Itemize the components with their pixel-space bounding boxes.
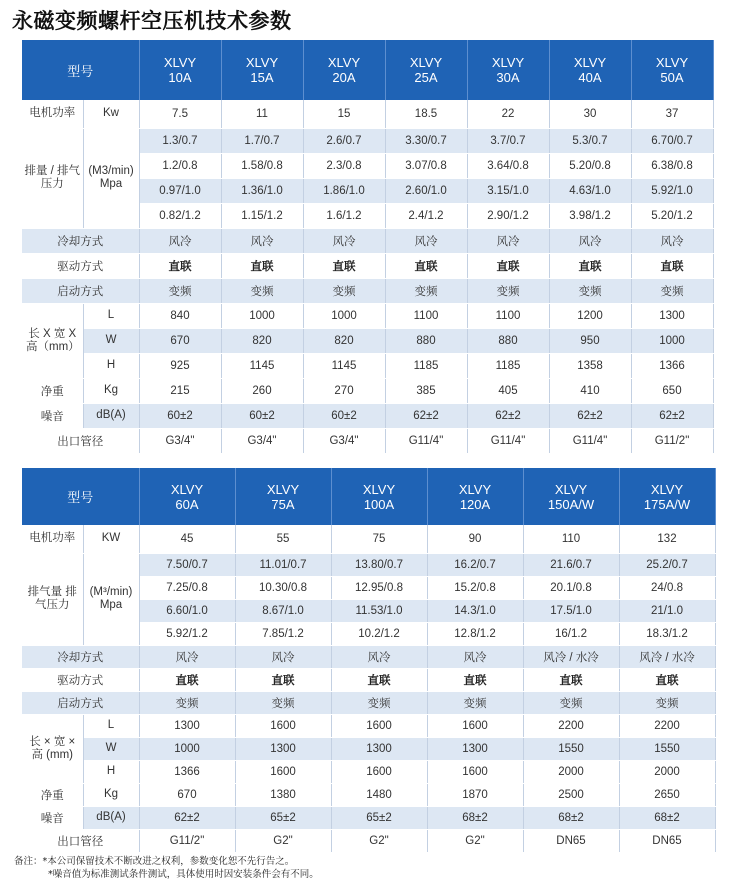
flow-value: 12.95/0.8 <box>331 576 427 599</box>
noise-label: 噪音 <box>22 806 83 829</box>
flow-value: 11.53/1.0 <box>331 599 427 622</box>
flow-value: 2.90/1.2 <box>467 203 549 228</box>
drive-value: 直联 <box>139 668 235 691</box>
model-code: 75A <box>271 496 295 512</box>
flow-value: 1.36/1.0 <box>221 178 303 203</box>
flow-value: 7.50/0.7 <box>139 553 235 576</box>
weight-row <box>22 378 713 403</box>
outlet-row <box>22 829 715 852</box>
dim-row <box>22 714 715 737</box>
model-code: 100A <box>363 496 395 512</box>
dim-row <box>22 328 713 353</box>
footnotes <box>14 855 319 881</box>
dim-row <box>22 303 713 328</box>
model-series: XLVY <box>362 481 396 497</box>
start-value: 变频 <box>221 278 303 303</box>
flow-value: 16.2/0.7 <box>427 553 523 576</box>
model-code: 30A <box>496 70 520 85</box>
flow-label: 排气量 排气压力 <box>22 553 83 645</box>
start-value: 变频 <box>139 691 235 714</box>
power-value: 15 <box>303 100 385 128</box>
dim-value: 820 <box>303 328 385 353</box>
dim-value: 840 <box>139 303 221 328</box>
weight-value: 2650 <box>619 783 715 806</box>
flow-row <box>22 553 715 576</box>
flow-row <box>22 128 713 153</box>
dim-value: 2200 <box>523 714 619 737</box>
model-code: 10A <box>168 70 192 85</box>
model-name <box>221 40 303 100</box>
flow-value: 6.38/0.8 <box>631 153 713 178</box>
flow-value: 1.15/1.2 <box>221 203 303 228</box>
start-value: 变频 <box>523 691 619 714</box>
start-value: 变频 <box>235 691 331 714</box>
drive-row <box>22 668 715 691</box>
flow-value: 1.6/1.2 <box>303 203 385 228</box>
drive-value: 直联 <box>523 668 619 691</box>
dim-row <box>22 760 715 783</box>
flow-value: 0.97/1.0 <box>139 178 221 203</box>
model-name <box>303 40 385 100</box>
drive-label: 驱动方式 <box>22 253 139 278</box>
drive-row <box>22 253 713 278</box>
start-row <box>22 278 713 303</box>
cooling-value: 风冷 <box>303 228 385 253</box>
outlet-label: 出口管径 <box>22 829 139 852</box>
drive-value: 直联 <box>427 668 523 691</box>
dim-value: 1000 <box>303 303 385 328</box>
dims-label: 长 X 宽 X 高（mm） <box>22 303 83 378</box>
flow-value: 2.6/0.7 <box>303 128 385 153</box>
dim-row <box>22 353 713 378</box>
flow-unit: (M3/min) Mpa <box>83 128 139 228</box>
dim-value: 1550 <box>523 737 619 760</box>
noise-value: 65±2 <box>331 806 427 829</box>
weight-value: 270 <box>303 378 385 403</box>
flow-value: 3.15/1.0 <box>467 178 549 203</box>
cooling-value: 风冷 / 水冷 <box>619 645 715 668</box>
dim-value: 1185 <box>385 353 467 378</box>
flow-value: 4.63/1.0 <box>549 178 631 203</box>
flow-value: 1.3/0.7 <box>139 128 221 153</box>
flow-value: 5.92/1.2 <box>139 622 235 645</box>
cooling-row <box>22 228 713 253</box>
footnote-2: *噪音值为标准测试条件测试，具体使用时因安装条件会有不同。 <box>48 869 319 880</box>
flow-value: 12.8/1.2 <box>427 622 523 645</box>
dim-unit: H <box>83 760 139 783</box>
outlet-value: DN65 <box>523 829 619 852</box>
noise-unit: dB(A) <box>83 806 139 829</box>
flow-value: 18.3/1.2 <box>619 622 715 645</box>
dim-row <box>22 737 715 760</box>
start-value: 变频 <box>619 691 715 714</box>
dim-value: 1200 <box>549 303 631 328</box>
drive-value: 直联 <box>385 253 467 278</box>
cooling-value: 风冷 <box>235 645 331 668</box>
flow-value: 2.3/0.8 <box>303 153 385 178</box>
dim-value: 1300 <box>139 714 235 737</box>
model-series: XLVY <box>170 481 204 497</box>
flow-value: 1.58/0.8 <box>221 153 303 178</box>
noise-label: 噪音 <box>22 403 83 428</box>
weight-value: 670 <box>139 783 235 806</box>
power-value: 110 <box>523 525 619 553</box>
flow-value: 1.7/0.7 <box>221 128 303 153</box>
noise-value: 68±2 <box>427 806 523 829</box>
power-value: 45 <box>139 525 235 553</box>
flow-value: 7.25/0.8 <box>139 576 235 599</box>
dim-value: 1358 <box>549 353 631 378</box>
drive-value: 直联 <box>549 253 631 278</box>
flow-value: 10.2/1.2 <box>331 622 427 645</box>
dim-value: 925 <box>139 353 221 378</box>
start-value: 变频 <box>303 278 385 303</box>
flow-value: 3.64/0.8 <box>467 153 549 178</box>
model-code: 150A/W <box>547 496 595 512</box>
drive-value: 直联 <box>331 668 427 691</box>
outlet-value: G11/4" <box>549 428 631 453</box>
drive-value: 直联 <box>303 253 385 278</box>
flow-value: 25.2/0.7 <box>619 553 715 576</box>
model-code: 120A <box>459 496 491 512</box>
flow-value: 1.86/1.0 <box>303 178 385 203</box>
flow-value: 1.2/0.8 <box>139 153 221 178</box>
start-row <box>22 691 715 714</box>
power-value: 7.5 <box>139 100 221 128</box>
power-value: 11 <box>221 100 303 128</box>
weight-value: 215 <box>139 378 221 403</box>
weight-value: 1380 <box>235 783 331 806</box>
weight-value: 1480 <box>331 783 427 806</box>
dim-value: 820 <box>221 328 303 353</box>
dim-value: 950 <box>549 328 631 353</box>
cooling-label: 冷却方式 <box>22 228 139 253</box>
model-name <box>235 468 331 525</box>
noise-value: 62±2 <box>549 403 631 428</box>
flow-value: 20.1/0.8 <box>523 576 619 599</box>
flow-value: 21/1.0 <box>619 599 715 622</box>
power-value: 90 <box>427 525 523 553</box>
flow-value: 13.80/0.7 <box>331 553 427 576</box>
dim-unit: H <box>83 353 139 378</box>
drive-value: 直联 <box>467 253 549 278</box>
model-header-row <box>22 40 713 100</box>
dim-value: 1366 <box>631 353 713 378</box>
flow-value: 2.60/1.0 <box>385 178 467 203</box>
weight-value: 405 <box>467 378 549 403</box>
outlet-value: G3/4" <box>303 428 385 453</box>
dim-value: 1300 <box>427 737 523 760</box>
model-name <box>549 40 631 100</box>
cooling-value: 风冷 <box>631 228 713 253</box>
power-value: 132 <box>619 525 715 553</box>
cooling-value: 风冷 <box>467 228 549 253</box>
weight-value: 1870 <box>427 783 523 806</box>
dim-value: 880 <box>467 328 549 353</box>
cooling-label: 冷却方式 <box>22 645 139 668</box>
noise-value: 62±2 <box>385 403 467 428</box>
page-title: 永磁变频螺杆空压机技术参数 <box>12 9 292 33</box>
weight-value: 385 <box>385 378 467 403</box>
drive-value: 直联 <box>235 668 331 691</box>
model-code: 15A <box>250 70 274 85</box>
model-name <box>139 40 221 100</box>
model-name <box>331 468 427 525</box>
spec-table-2 <box>22 468 716 853</box>
flow-value: 16/1.2 <box>523 622 619 645</box>
power-label: 电机功率 <box>22 100 83 128</box>
outlet-value: G2" <box>235 829 331 852</box>
model-code: 60A <box>175 496 199 512</box>
model-name <box>427 468 523 525</box>
start-label: 启动方式 <box>22 278 139 303</box>
outlet-value: G11/4" <box>467 428 549 453</box>
dim-value: 2000 <box>523 760 619 783</box>
outlet-row <box>22 428 713 453</box>
weight-value: 410 <box>549 378 631 403</box>
model-header-row <box>22 468 715 525</box>
start-value: 变频 <box>139 278 221 303</box>
model-name <box>619 468 715 525</box>
outlet-value: G11/4" <box>385 428 467 453</box>
dim-value: 1100 <box>385 303 467 328</box>
model-series: XLVY <box>266 481 300 497</box>
weight-value: 650 <box>631 378 713 403</box>
dim-value: 1600 <box>331 714 427 737</box>
dim-value: 2200 <box>619 714 715 737</box>
flow-label: 排量 / 排气压力 <box>22 128 83 228</box>
model-name <box>139 468 235 525</box>
cooling-value: 风冷 <box>139 228 221 253</box>
noise-value: 68±2 <box>523 806 619 829</box>
noise-value: 65±2 <box>235 806 331 829</box>
weight-unit: Kg <box>83 378 139 403</box>
dim-value: 1100 <box>467 303 549 328</box>
flow-value: 17.5/1.0 <box>523 599 619 622</box>
flow-value: 3.7/0.7 <box>467 128 549 153</box>
model-code: 175A/W <box>643 496 691 512</box>
flow-value: 2.4/1.2 <box>385 203 467 228</box>
start-value: 变频 <box>427 691 523 714</box>
power-row <box>22 100 713 128</box>
model-series: XLVY <box>573 55 607 70</box>
model-series: XLVY <box>655 55 689 70</box>
cooling-value: 风冷 <box>139 645 235 668</box>
noise-value: 68±2 <box>619 806 715 829</box>
power-value: 55 <box>235 525 331 553</box>
noise-value: 60±2 <box>139 403 221 428</box>
dim-value: 1300 <box>235 737 331 760</box>
dim-value: 1600 <box>427 760 523 783</box>
outlet-value: G2" <box>427 829 523 852</box>
flow-value: 24/0.8 <box>619 576 715 599</box>
dim-value: 1600 <box>235 714 331 737</box>
power-label: 电机功率 <box>22 525 83 553</box>
weight-label: 净重 <box>22 378 83 403</box>
power-value: 22 <box>467 100 549 128</box>
dim-value: 1185 <box>467 353 549 378</box>
flow-value: 5.20/1.2 <box>631 203 713 228</box>
drive-value: 直联 <box>619 668 715 691</box>
model-name <box>631 40 713 100</box>
cooling-value: 风冷 / 水冷 <box>523 645 619 668</box>
flow-value: 10.30/0.8 <box>235 576 331 599</box>
flow-value: 0.82/1.2 <box>139 203 221 228</box>
flow-value: 11.01/0.7 <box>235 553 331 576</box>
dim-value: 1550 <box>619 737 715 760</box>
dim-value: 1000 <box>221 303 303 328</box>
drive-value: 直联 <box>139 253 221 278</box>
cooling-value: 风冷 <box>331 645 427 668</box>
flow-value: 3.98/1.2 <box>549 203 631 228</box>
power-value: 18.5 <box>385 100 467 128</box>
weight-label: 净重 <box>22 783 83 806</box>
cooling-row <box>22 645 715 668</box>
outlet-value: G3/4" <box>139 428 221 453</box>
noise-row <box>22 403 713 428</box>
power-value: 37 <box>631 100 713 128</box>
model-name <box>385 40 467 100</box>
dims-label: 长 × 宽 × 高 (mm) <box>22 714 83 783</box>
cooling-value: 风冷 <box>385 228 467 253</box>
outlet-value: G3/4" <box>221 428 303 453</box>
flow-value: 3.07/0.8 <box>385 153 467 178</box>
dim-value: 1000 <box>631 328 713 353</box>
model-series: XLVY <box>163 55 197 70</box>
dim-value: 1300 <box>331 737 427 760</box>
power-value: 75 <box>331 525 427 553</box>
weight-unit: Kg <box>83 783 139 806</box>
model-series: XLVY <box>554 481 588 497</box>
drive-value: 直联 <box>221 253 303 278</box>
flow-value: 14.3/1.0 <box>427 599 523 622</box>
dim-value: 1300 <box>631 303 713 328</box>
model-label: 型号 <box>22 468 139 525</box>
model-code: 20A <box>332 70 356 85</box>
outlet-value: G11/2" <box>139 829 235 852</box>
start-value: 变频 <box>631 278 713 303</box>
weight-value: 2500 <box>523 783 619 806</box>
model-label: 型号 <box>22 40 139 100</box>
drive-label: 驱动方式 <box>22 668 139 691</box>
flow-value: 5.20/0.8 <box>549 153 631 178</box>
flow-value: 8.67/1.0 <box>235 599 331 622</box>
dim-unit: W <box>83 328 139 353</box>
outlet-value: G2" <box>331 829 427 852</box>
dim-value: 1600 <box>331 760 427 783</box>
weight-value: 260 <box>221 378 303 403</box>
dim-value: 1000 <box>139 737 235 760</box>
dim-value: 1600 <box>427 714 523 737</box>
model-series: XLVY <box>327 55 361 70</box>
dim-unit: L <box>83 303 139 328</box>
model-code: 25A <box>414 70 438 85</box>
noise-value: 60±2 <box>221 403 303 428</box>
model-series: XLVY <box>458 481 492 497</box>
model-code: 40A <box>578 70 602 85</box>
flow-unit: (M³/min) Mpa <box>83 553 139 645</box>
dim-value: 1366 <box>139 760 235 783</box>
dim-value: 670 <box>139 328 221 353</box>
model-name <box>523 468 619 525</box>
start-value: 变频 <box>467 278 549 303</box>
noise-row <box>22 806 715 829</box>
drive-value: 直联 <box>631 253 713 278</box>
start-value: 变频 <box>549 278 631 303</box>
spec-table-1 <box>22 40 714 454</box>
noise-value: 60±2 <box>303 403 385 428</box>
dim-unit: L <box>83 714 139 737</box>
footnote-1: 备注：*本公司保留技术不断改进之权利，参数变化恕不先行告之。 <box>14 856 295 867</box>
start-value: 变频 <box>331 691 427 714</box>
start-label: 启动方式 <box>22 691 139 714</box>
model-series: XLVY <box>245 55 279 70</box>
cooling-value: 风冷 <box>221 228 303 253</box>
flow-value: 6.60/1.0 <box>139 599 235 622</box>
noise-value: 62±2 <box>467 403 549 428</box>
power-row <box>22 525 715 553</box>
noise-value: 62±2 <box>139 806 235 829</box>
noise-unit: dB(A) <box>83 403 139 428</box>
power-unit: Kw <box>83 100 139 128</box>
outlet-label: 出口管径 <box>22 428 139 453</box>
dim-value: 880 <box>385 328 467 353</box>
cooling-value: 风冷 <box>549 228 631 253</box>
dim-unit: W <box>83 737 139 760</box>
flow-value: 7.85/1.2 <box>235 622 331 645</box>
model-series: XLVY <box>491 55 525 70</box>
flow-value: 21.6/0.7 <box>523 553 619 576</box>
dim-value: 1600 <box>235 760 331 783</box>
flow-value: 15.2/0.8 <box>427 576 523 599</box>
noise-value: 62±2 <box>631 403 713 428</box>
cooling-value: 风冷 <box>427 645 523 668</box>
flow-value: 6.70/0.7 <box>631 128 713 153</box>
weight-row <box>22 783 715 806</box>
power-unit: KW <box>83 525 139 553</box>
dim-value: 2000 <box>619 760 715 783</box>
outlet-value: DN65 <box>619 829 715 852</box>
outlet-value: G11/2" <box>631 428 713 453</box>
model-series: XLVY <box>650 481 684 497</box>
flow-value: 5.92/1.0 <box>631 178 713 203</box>
model-name <box>467 40 549 100</box>
flow-value: 5.3/0.7 <box>549 128 631 153</box>
dim-value: 1145 <box>221 353 303 378</box>
power-value: 30 <box>549 100 631 128</box>
dim-value: 1145 <box>303 353 385 378</box>
flow-value: 3.30/0.7 <box>385 128 467 153</box>
model-code: 50A <box>660 70 684 85</box>
start-value: 变频 <box>385 278 467 303</box>
model-series: XLVY <box>409 55 443 70</box>
